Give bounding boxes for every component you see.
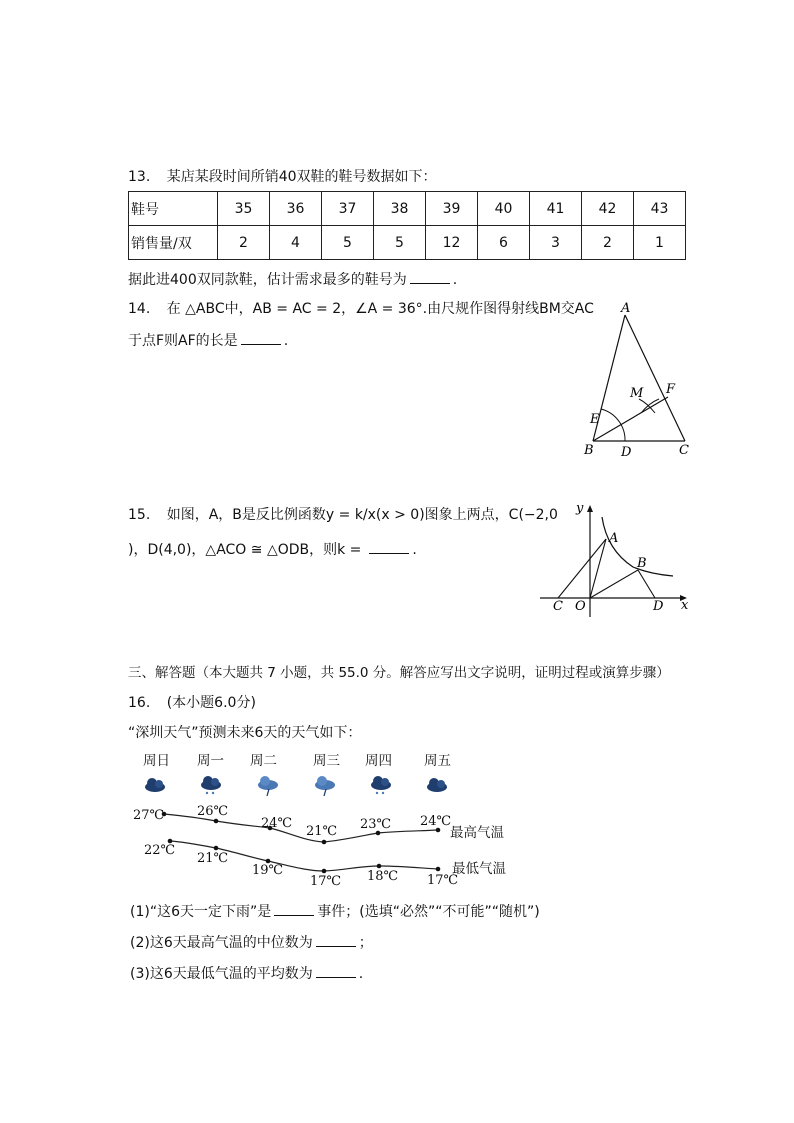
q16-sub2 (130, 932, 373, 952)
segment-bd (638, 570, 655, 598)
cloud-rain-icon (371, 776, 391, 794)
q15-line2-text: )，D(4,0)，△ACO ≅ △ODB，则k = (128, 542, 362, 558)
q13-stem (128, 166, 437, 186)
q13-number: 13. (128, 169, 151, 185)
answer-blank[interactable] (410, 271, 450, 284)
answer-blank[interactable] (274, 903, 314, 916)
cloud-rain-icon (201, 776, 221, 794)
segment-ca (558, 539, 606, 598)
table-cell: 4 (270, 226, 322, 260)
q14-line1: 在 △ABC中，AB = AC = 2，∠A = 36°.由尺规作图得射线BM交AC (166, 301, 594, 317)
side-ac (625, 315, 685, 441)
label-b: B (637, 556, 647, 571)
section-title: 三、解答题（本大题共 7 小题，共 55.0 分。解答应写出文字说明，证明过程或演算步骤） (128, 665, 670, 681)
q15-stem (128, 504, 558, 524)
low-temp-point (214, 846, 219, 851)
cloud-icon (427, 778, 447, 792)
low-temp-series-label: 最低气温 (452, 861, 506, 877)
cloud-thunder-icon (315, 776, 335, 796)
label-a: A (609, 531, 619, 546)
high-temp-label: 27℃ (133, 808, 165, 823)
q16-intro: “深圳天气”预测未来6天的天气如下： (128, 725, 362, 741)
q14-stem (128, 298, 594, 318)
label-x: x (681, 598, 689, 613)
ray-bm (593, 397, 668, 441)
segment-oa (590, 539, 606, 598)
table-cell: 6 (478, 226, 530, 260)
day-label: 周四 (365, 753, 392, 769)
day-label: 周三 (313, 753, 340, 769)
table-header-size: 鞋号 (129, 192, 218, 226)
table-cell: 3 (530, 226, 582, 260)
q15-line2 (128, 539, 417, 559)
q16-sub2-text: (2)这6天最高气温的中位数为 (130, 935, 313, 951)
table-cell: 39 (426, 192, 478, 226)
low-temp-label: 18℃ (367, 869, 399, 884)
label-o: O (575, 599, 586, 614)
high-temp-series-label: 最高气温 (450, 825, 504, 841)
table-cell: 1 (634, 226, 686, 260)
high-temp-label: 26℃ (197, 804, 229, 819)
low-temp-label: 19℃ (252, 863, 284, 878)
cloud-thunder-icon (258, 776, 278, 796)
label-e: E (590, 412, 600, 427)
q14-number: 14. (128, 301, 151, 317)
table-cell: 42 (582, 192, 634, 226)
label-b: B (584, 443, 594, 458)
q15-period: . (412, 542, 417, 558)
label-y: y (576, 501, 584, 516)
high-temp-label: 21℃ (306, 824, 338, 839)
compass-arc (601, 409, 625, 441)
answer-blank[interactable] (241, 332, 281, 345)
low-temp-point (377, 864, 382, 869)
table-cell: 2 (218, 226, 270, 260)
table-cell: 12 (426, 226, 478, 260)
answer-blank[interactable] (369, 541, 409, 554)
q16-number: 16. (128, 695, 151, 711)
table-cell: 5 (322, 226, 374, 260)
q16-points: (本小题6.0分) (166, 695, 256, 711)
high-temp-label: 23℃ (360, 817, 392, 832)
q16-sub1 (130, 901, 540, 921)
high-temp-point (214, 819, 219, 824)
table-cell: 5 (374, 226, 426, 260)
cloud-icon (145, 778, 165, 792)
low-temp-label: 17℃ (427, 873, 459, 888)
q13-followup (128, 269, 457, 289)
q13-followup-text: 据此进400双同款鞋，估计需求最多的鞋号为 (128, 272, 407, 288)
day-label: 周日 (143, 753, 170, 769)
table-cell: 41 (530, 192, 582, 226)
label-c: C (679, 443, 689, 458)
q13-period: . (452, 272, 458, 288)
table-cell: 2 (582, 226, 634, 260)
label-f: F (666, 382, 676, 397)
q15-graph-figure (535, 495, 695, 620)
q16-sub3 (130, 963, 363, 983)
low-temp-point (322, 869, 327, 874)
table-row-sizes (129, 192, 686, 226)
low-temp-label: 21℃ (197, 851, 229, 866)
q16-sub3-text: (3)这6天最低气温的平均数为 (130, 966, 313, 982)
q16-sub3-tail: . (358, 966, 364, 982)
q14-line2 (128, 330, 288, 350)
table-cell: 36 (270, 192, 322, 226)
q15-line1: 如图，A，B是反比例函数y = k/x(x > 0)图象上两点，C(−2,0 (166, 507, 558, 523)
label-c: C (553, 599, 563, 614)
y-axis-arrow (587, 505, 593, 512)
label-d: D (621, 445, 632, 460)
q13-text: 某店某段时间所销40双鞋的鞋号数据如下： (166, 169, 437, 185)
high-temp-label: 24℃ (261, 816, 293, 831)
table-cell: 37 (322, 192, 374, 226)
segment-ob (590, 570, 638, 598)
q16-sub2-tail: ； (358, 935, 373, 951)
low-temp-label: 17℃ (310, 874, 342, 889)
q16-sub1-tail: 事件；(选填“必然”“不可能”“随机”) (317, 904, 540, 920)
low-temp-point (436, 867, 441, 872)
day-label: 周二 (250, 753, 277, 769)
q16-sub1-text: (1)“这6天一定下雨”是 (130, 904, 272, 920)
label-m: M (630, 386, 644, 401)
day-label: 周五 (424, 753, 451, 769)
q14-period: . (283, 333, 289, 349)
label-d: D (653, 599, 664, 614)
label-a: A (621, 301, 631, 316)
q16-stem (128, 692, 256, 712)
q15-number: 15. (128, 507, 151, 523)
high-temp-label: 24℃ (420, 814, 452, 829)
table-cell: 40 (478, 192, 530, 226)
day-label: 周一 (197, 753, 224, 769)
table-row-counts (129, 226, 686, 260)
high-temp-point (322, 840, 327, 845)
table-header-count: 销售量/双 (129, 226, 218, 260)
q14-line2-text: 于点F则AF的长是 (128, 333, 238, 349)
table-cell: 38 (374, 192, 426, 226)
answer-blank[interactable] (316, 934, 356, 947)
table-cell: 43 (634, 192, 686, 226)
low-temp-label: 22℃ (144, 843, 176, 858)
shoe-size-table (128, 191, 686, 260)
table-cell: 35 (218, 192, 270, 226)
q14-triangle-figure (575, 295, 705, 465)
answer-blank[interactable] (316, 965, 356, 978)
